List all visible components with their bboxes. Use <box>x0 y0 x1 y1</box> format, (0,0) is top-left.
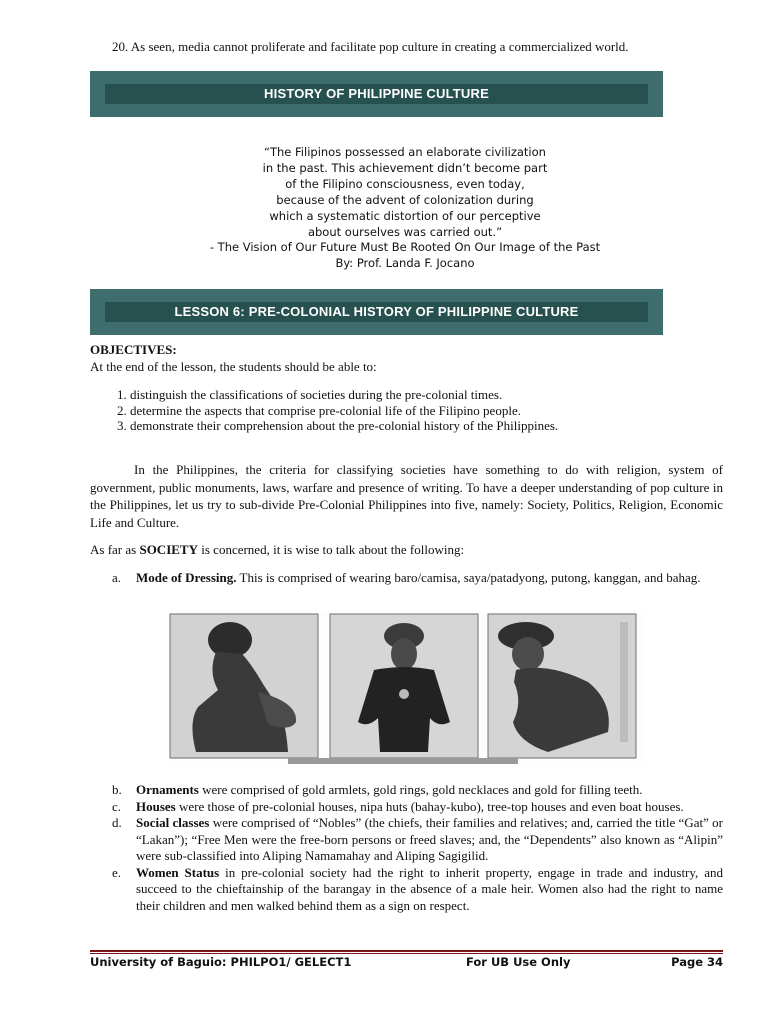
list-marker: e. <box>112 864 122 880</box>
list-marker: c. <box>112 798 122 814</box>
objectives-heading: OBJECTIVES: <box>90 342 177 357</box>
footer-usage: For UB Use Only <box>466 955 571 969</box>
objective-item: 1. distinguish the classifications of societies during the pre-colonial times. <box>117 387 503 402</box>
society-text: is concerned, it is wise to talk about the following: <box>198 542 465 557</box>
quote-line: of the Filipino consciousness, even today, <box>285 176 525 191</box>
paragraph-text: In the Philippines, the criteria for classifying societies have something to do with religion, system of government, public monuments, laws, warfare and presence of writing. To have a deeper understanding of pop culture in the Philippines, let us try to sub-divide Pre-Colonial Philippines into five, namely: Society, Politics, Religion, Economic Life and Culture. <box>90 462 723 530</box>
banner-title: HISTORY OF PHILIPPINE CULTURE <box>105 84 648 104</box>
list-marker: a. <box>112 570 122 585</box>
footer-institution: University of Baguio: PHILPO1/ GELECT1 <box>90 955 352 969</box>
list-term: Mode of Dressing. <box>136 570 237 585</box>
quote-line: “The Filipinos possessed an elaborate civilization <box>264 145 546 159</box>
warriors-photo <box>168 612 646 767</box>
list-term: Women Status <box>136 864 220 880</box>
society-list-bottom <box>112 782 723 914</box>
list-term: Social classes <box>136 815 210 830</box>
list-text: were comprised of gold armlets, gold rings, gold necklaces and gold for filling teeth. <box>198 782 643 797</box>
objectives-list <box>117 387 558 434</box>
quote-source: - The Vision of Our Future Must Be Rooted On Our Image of the Past <box>209 240 601 255</box>
quote-line: in the past. This achievement didn’t become part <box>262 160 548 175</box>
quote-author: By: Prof. Landa F. Jocano <box>335 256 475 271</box>
society-text: As far as <box>90 542 140 557</box>
quote-line: because of the advent of colonization during <box>276 192 534 207</box>
list-term: Ornaments <box>136 782 199 797</box>
list-item <box>112 815 723 865</box>
list-item <box>112 799 723 816</box>
list-text: were comprised of “Nobles” (the chiefs, their families and relatives; and, carried the title “Gat” or “Lakan”); “Free Men were the free-born persons or freed slaves; and, the “Dependents” also known as “Alipin” were sub-classified into Aliping Namamahay and Aliping Sagigilid. <box>136 815 723 863</box>
list-item <box>112 782 723 799</box>
banner-title: LESSON 6: PRE-COLONIAL HISTORY OF PHILIPPINE CULTURE <box>105 302 648 322</box>
objective-item: 2. determine the aspects that comprise pre-colonial life of the Filipino people. <box>117 402 521 418</box>
section-banner-lesson <box>90 289 663 335</box>
quote-line: about ourselves was carried out.” <box>307 224 503 239</box>
society-intro <box>90 542 464 558</box>
list-marker: b. <box>112 782 122 797</box>
objective-item: 3. demonstrate their comprehension about the pre-colonial history of the Philippines. <box>117 418 559 433</box>
list-item-20: 20. As seen, media cannot proliferate and facilitate pop culture in creating a commercialized world. <box>112 39 629 54</box>
footer-rule-thin <box>90 953 723 954</box>
list-text: in pre-colonial society had the right to inherit property, engage in trade and industry, and succeed to the chieftainship of the barangay in the absence of a male heir. Women also had the right to name their children and men walked behind them as a sign on respect. <box>136 864 723 913</box>
epigraph-quote <box>150 145 660 272</box>
list-item <box>112 865 723 915</box>
list-text: were those of pre-colonial houses, nipa huts (bahay-kubo), tree-top houses and even boat houses. <box>175 798 684 814</box>
section-banner-history <box>90 71 663 117</box>
list-marker: d. <box>112 815 122 830</box>
footer-page-number: Page 34 <box>671 955 723 969</box>
footer-rule <box>90 950 723 952</box>
quote-line: which a systematic distortion of our perceptive <box>269 208 541 223</box>
society-list-top <box>112 569 723 586</box>
objectives-intro: At the end of the lesson, the students should be able to: <box>90 359 377 374</box>
society-keyword: SOCIETY <box>139 542 198 557</box>
intro-paragraph <box>90 461 723 531</box>
list-text: This is comprised of wearing baro/camisa, saya/patadyong, putong, kanggan, and bahag. <box>236 570 701 585</box>
list-item <box>112 569 723 586</box>
list-term: Houses <box>136 798 176 814</box>
